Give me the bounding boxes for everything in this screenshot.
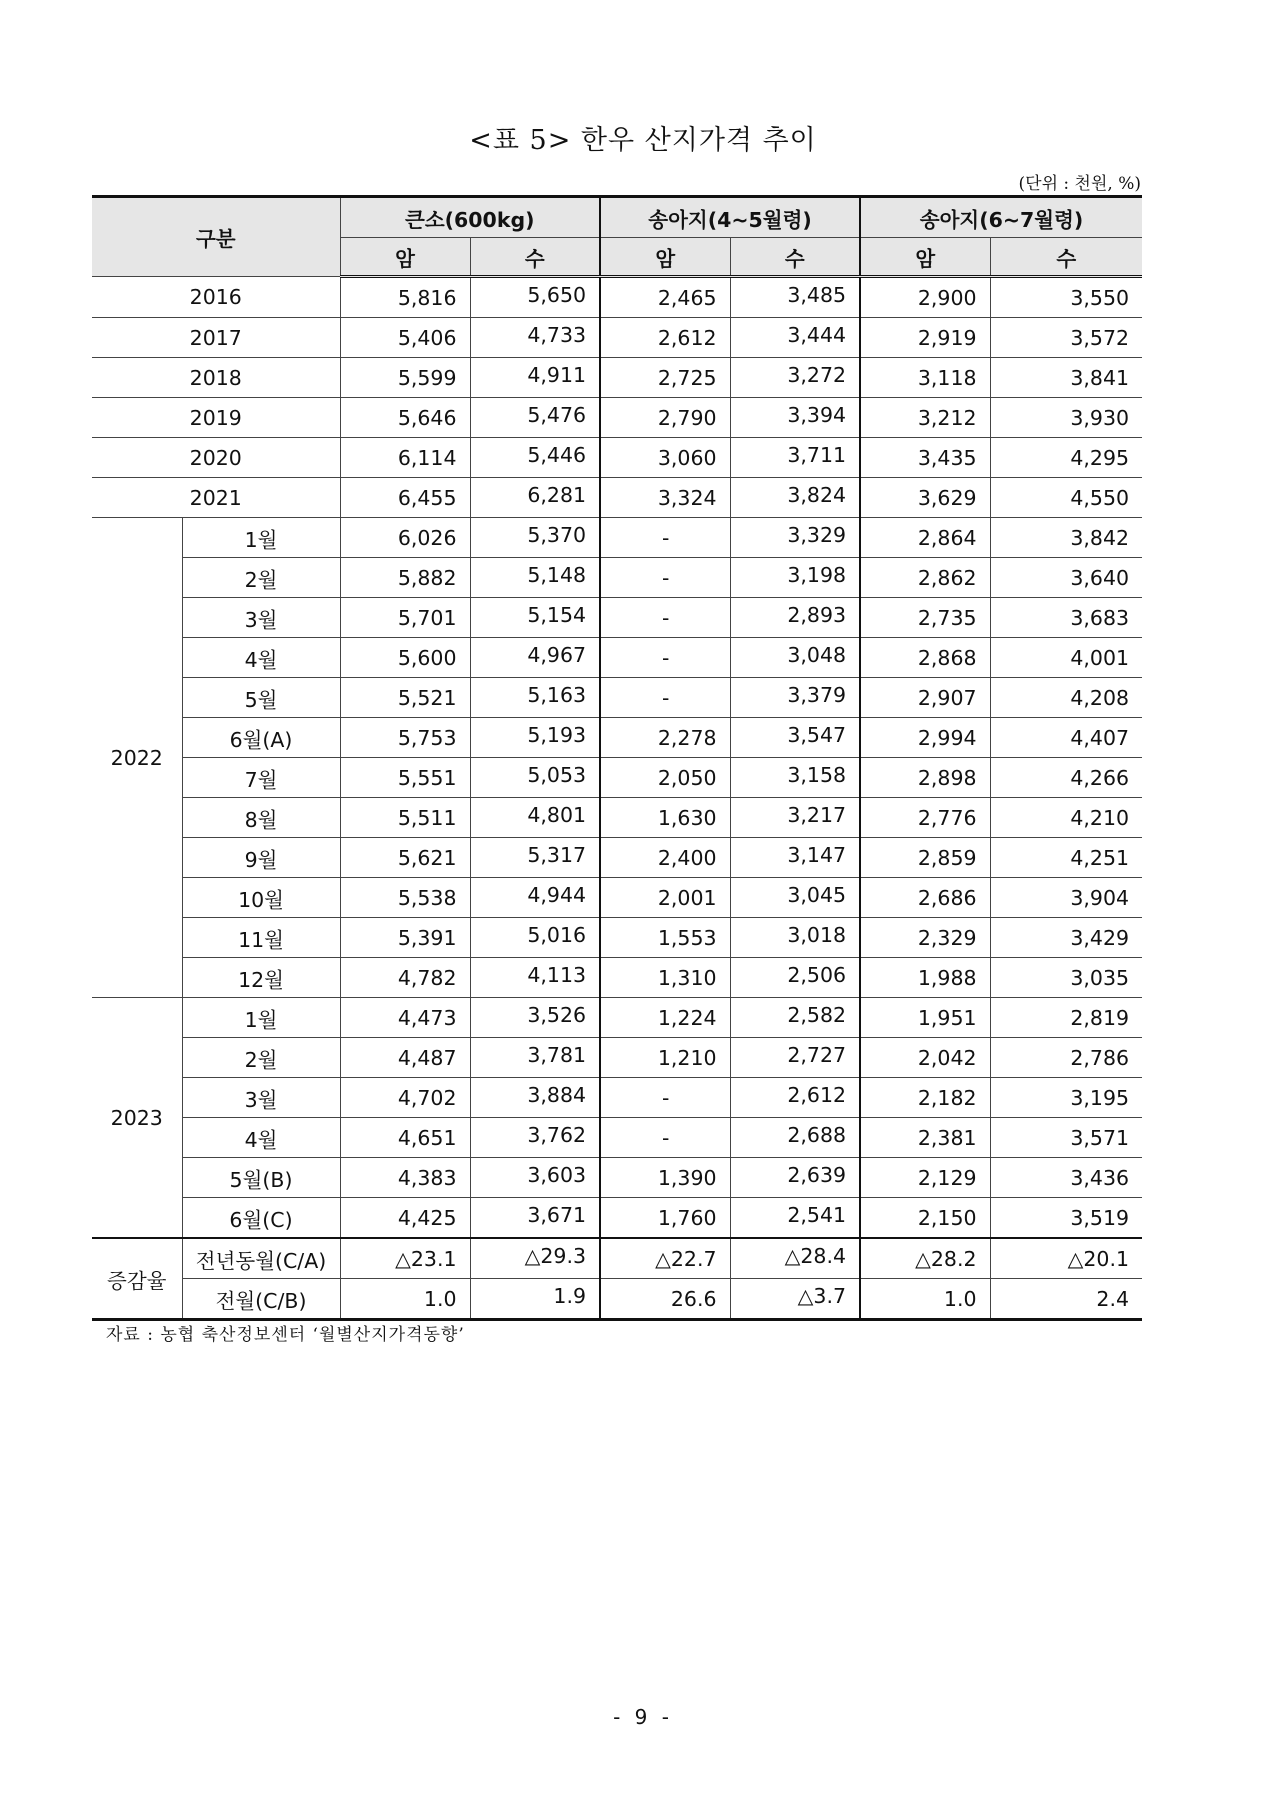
table-cell: 5,600: [340, 638, 470, 678]
table-cell: 5,511: [340, 798, 470, 838]
table-cell: 2,381: [860, 1118, 990, 1158]
table-row: [92, 1279, 1142, 1320]
row-label-month: 6월(C): [182, 1198, 340, 1239]
header-male: 수: [990, 238, 1142, 277]
table-cell: 4,487: [340, 1038, 470, 1078]
table-cell: 1,760: [600, 1198, 730, 1239]
table-cell: 3,842: [990, 518, 1142, 558]
table-cell: 3,429: [990, 918, 1142, 958]
table-cell: 3,781: [470, 1035, 600, 1075]
table-cell: 2,001: [600, 878, 730, 918]
table-cell: 2,129: [860, 1158, 990, 1198]
table-cell: 4,266: [990, 758, 1142, 798]
table-cell: 1.0: [340, 1279, 470, 1320]
row-label-year: 2016: [92, 277, 340, 318]
table-row: [92, 1198, 1142, 1239]
table-cell: 5,370: [470, 515, 600, 555]
table-cell: -: [600, 678, 730, 718]
row-label-change: 전월(C/B): [182, 1279, 340, 1320]
row-label-month: 10월: [182, 878, 340, 918]
table-cell: 1,988: [860, 958, 990, 998]
table-cell: 2,150: [860, 1198, 990, 1239]
table-cell: 5,148: [470, 555, 600, 595]
header-female: 암: [340, 238, 470, 277]
table-cell: 1,553: [600, 918, 730, 958]
table-cell: 5,701: [340, 598, 470, 638]
row-label-month: 3월: [182, 598, 340, 638]
table-cell: 2,893: [730, 595, 860, 635]
table-row: [92, 838, 1142, 878]
table-cell: 4,911: [470, 355, 600, 395]
table-cell: 4,944: [470, 875, 600, 915]
table-cell: 1.0: [860, 1279, 990, 1320]
table-cell: 2,686: [860, 878, 990, 918]
row-label-month: 12월: [182, 958, 340, 998]
table-cell: 2,506: [730, 955, 860, 995]
table-cell: 4,782: [340, 958, 470, 998]
table-cell: 3,671: [470, 1195, 600, 1236]
table-cell: △20.1: [990, 1238, 1142, 1279]
table-cell: 3,435: [860, 438, 990, 478]
table-row: [92, 518, 1142, 558]
table-cell: 3,272: [730, 355, 860, 395]
table-cell: 2,868: [860, 638, 990, 678]
table-cell: 5,391: [340, 918, 470, 958]
table-row: [92, 638, 1142, 678]
table-cell: 3,824: [730, 475, 860, 515]
row-label-year: 2019: [92, 398, 340, 438]
table-cell: 4,425: [340, 1198, 470, 1239]
row-label-month: 11월: [182, 918, 340, 958]
table-cell: 3,930: [990, 398, 1142, 438]
table-cell: 1,310: [600, 958, 730, 998]
header-female: 암: [600, 238, 730, 277]
table-cell: 5,599: [340, 358, 470, 398]
table-cell: 2,727: [730, 1035, 860, 1075]
table-cell: 5,163: [470, 675, 600, 715]
table-cell: 3,035: [990, 958, 1142, 998]
table-cell: 2,907: [860, 678, 990, 718]
table-cell: 3,212: [860, 398, 990, 438]
table-cell: 3,550: [990, 277, 1142, 318]
table-cell: 4,208: [990, 678, 1142, 718]
table-cell: 26.6: [600, 1279, 730, 1320]
table-cell: 3,379: [730, 675, 860, 715]
table-cell: 5,521: [340, 678, 470, 718]
table-cell: 2,735: [860, 598, 990, 638]
table-row: [92, 1038, 1142, 1078]
table-cell: △29.3: [470, 1235, 600, 1276]
table-cell: 4,251: [990, 838, 1142, 878]
table-cell: 2,688: [730, 1115, 860, 1155]
table-cell: 3,195: [990, 1078, 1142, 1118]
row-label-month: 4월: [182, 1118, 340, 1158]
table-cell: 4,801: [470, 795, 600, 835]
table-cell: 3,572: [990, 318, 1142, 358]
table-cell: 2,400: [600, 838, 730, 878]
table-cell: 4,702: [340, 1078, 470, 1118]
row-label-month: 2월: [182, 1038, 340, 1078]
table-cell: 6,114: [340, 438, 470, 478]
table-cell: 3,547: [730, 715, 860, 755]
table-cell: 3,904: [990, 878, 1142, 918]
table-cell: -: [600, 558, 730, 598]
table-cell: 4,651: [340, 1118, 470, 1158]
table-cell: 4,210: [990, 798, 1142, 838]
table-cell: 2,819: [990, 998, 1142, 1038]
table-cell: 5,317: [470, 835, 600, 875]
table-cell: 1,210: [600, 1038, 730, 1078]
table-cell: △3.7: [730, 1276, 860, 1317]
table-cell: -: [600, 1078, 730, 1118]
table-cell: 3,485: [730, 274, 860, 315]
table-cell: 4,473: [340, 998, 470, 1038]
table-cell: 1.9: [470, 1276, 600, 1317]
table-cell: 3,436: [990, 1158, 1142, 1198]
table-cell: 2,786: [990, 1038, 1142, 1078]
row-group-change-rate: 증감율: [92, 1238, 182, 1320]
table-cell: -: [600, 1118, 730, 1158]
table-title: <표 5> 한우 산지가격 추이: [469, 125, 817, 156]
row-label-month: 1월: [182, 518, 340, 558]
row-label-month: 8월: [182, 798, 340, 838]
table-cell: -: [600, 638, 730, 678]
table-cell: 2,859: [860, 838, 990, 878]
table-cell: 5,446: [470, 435, 600, 475]
header-category: 구분: [92, 197, 340, 277]
table-cell: 3,048: [730, 635, 860, 675]
table-cell: 2,862: [860, 558, 990, 598]
table-cell: 1,951: [860, 998, 990, 1038]
table-cell: 5,538: [340, 878, 470, 918]
table-row: [92, 758, 1142, 798]
table-cell: 3,526: [470, 995, 600, 1035]
table-cell: 2,612: [730, 1075, 860, 1115]
table-cell: 3,158: [730, 755, 860, 795]
row-label-month: 5월: [182, 678, 340, 718]
table-cell: △22.7: [600, 1238, 730, 1279]
table-row: [92, 358, 1142, 398]
table-cell: 1,630: [600, 798, 730, 838]
table-cell: 3,118: [860, 358, 990, 398]
table-cell: 4,550: [990, 478, 1142, 518]
table-row: [92, 718, 1142, 758]
price-table: [92, 195, 1142, 1321]
table-cell: 3,571: [990, 1118, 1142, 1158]
table-cell: 3,147: [730, 835, 860, 875]
row-label-year: 2017: [92, 318, 340, 358]
table-row: [92, 678, 1142, 718]
table-cell: 5,053: [470, 755, 600, 795]
table-cell: 2,329: [860, 918, 990, 958]
header-male: 수: [730, 238, 860, 277]
table-cell: 3,329: [730, 515, 860, 555]
row-label-month: 1월: [182, 998, 340, 1038]
table-cell: 5,621: [340, 838, 470, 878]
table-cell: 2,725: [600, 358, 730, 398]
table-cell: 3,444: [730, 315, 860, 355]
table-cell: 3,045: [730, 875, 860, 915]
table-cell: 3,603: [470, 1155, 600, 1195]
table-cell: 5,650: [470, 274, 600, 315]
table-cell: 3,841: [990, 358, 1142, 398]
header-group-calf-6-7: 송아지(6~7월령): [860, 197, 1142, 238]
table-cell: 5,016: [470, 915, 600, 955]
table-cell: 2,919: [860, 318, 990, 358]
row-label-month: 7월: [182, 758, 340, 798]
table-cell: 2,541: [730, 1195, 860, 1236]
page-number: - 9 -: [613, 1705, 673, 1729]
table-cell: 5,154: [470, 595, 600, 635]
table-cell: 3,324: [600, 478, 730, 518]
table-cell: 3,711: [730, 435, 860, 475]
table-cell: 3,018: [730, 915, 860, 955]
table-cell: 2,182: [860, 1078, 990, 1118]
table-row: [92, 398, 1142, 438]
header-female: 암: [860, 238, 990, 277]
unit-note: (단위 : 천원, %): [1018, 174, 1141, 194]
table-cell: 5,551: [340, 758, 470, 798]
table-cell: 4,383: [340, 1158, 470, 1198]
table-cell: -: [600, 518, 730, 558]
row-group-year: 2022: [92, 518, 182, 998]
table-cell: 3,060: [600, 438, 730, 478]
table-cell: 4,001: [990, 638, 1142, 678]
table-cell: 2,898: [860, 758, 990, 798]
table-row: [92, 1158, 1142, 1198]
row-label-year: 2020: [92, 438, 340, 478]
table-cell: 3,217: [730, 795, 860, 835]
table-cell: 4,733: [470, 315, 600, 355]
table-cell: 2,776: [860, 798, 990, 838]
table-cell: 2,790: [600, 398, 730, 438]
table-cell: 1,390: [600, 1158, 730, 1198]
table-cell: 4,967: [470, 635, 600, 675]
table-cell: 4,113: [470, 955, 600, 995]
table-row: [92, 438, 1142, 478]
table-row: [92, 598, 1142, 638]
table-cell: 2,612: [600, 318, 730, 358]
table-cell: 2,582: [730, 995, 860, 1035]
row-label-year: 2018: [92, 358, 340, 398]
table-cell: 2,864: [860, 518, 990, 558]
table-row: [92, 277, 1142, 318]
source-note: 자료 : 농협 축산정보센터 ‘월별산지가격동향’: [106, 1325, 465, 1345]
table-cell: 2,994: [860, 718, 990, 758]
table-row: [92, 798, 1142, 838]
table-cell: △28.2: [860, 1238, 990, 1279]
row-label-month: 4월: [182, 638, 340, 678]
table-cell: 3,640: [990, 558, 1142, 598]
table-cell: 2,042: [860, 1038, 990, 1078]
table-cell: 2.4: [990, 1279, 1142, 1320]
table-cell: 6,281: [470, 475, 600, 515]
table-row: [92, 1078, 1142, 1118]
table-cell: 5,882: [340, 558, 470, 598]
table-row: [92, 998, 1142, 1038]
table-cell: 5,646: [340, 398, 470, 438]
table-cell: 5,406: [340, 318, 470, 358]
table-cell: 3,394: [730, 395, 860, 435]
table-cell: -: [600, 598, 730, 638]
table-cell: 3,762: [470, 1115, 600, 1155]
table-cell: 3,198: [730, 555, 860, 595]
table-cell: 4,295: [990, 438, 1142, 478]
table-row: [92, 478, 1142, 518]
table-cell: 2,639: [730, 1155, 860, 1195]
table-cell: 2,050: [600, 758, 730, 798]
row-label-month: 2월: [182, 558, 340, 598]
table-cell: 3,683: [990, 598, 1142, 638]
table-cell: 4,407: [990, 718, 1142, 758]
header-male: 수: [470, 238, 600, 277]
row-label-change: 전년동월(C/A): [182, 1238, 340, 1279]
table-row: [92, 558, 1142, 598]
header-group-calf-4-5: 송아지(4~5월령): [600, 197, 860, 238]
table-cell: 5,476: [470, 395, 600, 435]
header-group-big-cattle: 큰소(600kg): [340, 197, 600, 238]
row-label-month: 6월(A): [182, 718, 340, 758]
table-cell: 3,884: [470, 1075, 600, 1115]
table-cell: 3,629: [860, 478, 990, 518]
table-cell: △28.4: [730, 1235, 860, 1276]
table-row: [92, 318, 1142, 358]
table-row: [92, 958, 1142, 998]
table-cell: 5,753: [340, 718, 470, 758]
table-row: [92, 1238, 1142, 1279]
table-cell: 5,193: [470, 715, 600, 755]
table-cell: 6,026: [340, 518, 470, 558]
row-label-month: 3월: [182, 1078, 340, 1118]
table-row: [92, 1118, 1142, 1158]
table-row: [92, 878, 1142, 918]
row-label-month: 9월: [182, 838, 340, 878]
table-cell: 1,224: [600, 998, 730, 1038]
table-cell: 6,455: [340, 478, 470, 518]
table-row: [92, 918, 1142, 958]
table-cell: 2,278: [600, 718, 730, 758]
row-label-year: 2021: [92, 478, 340, 518]
table-cell: 3,519: [990, 1198, 1142, 1239]
row-group-year: 2023: [92, 998, 182, 1239]
table-cell: △23.1: [340, 1238, 470, 1279]
table-cell: 5,816: [340, 277, 470, 318]
table-cell: 2,900: [860, 277, 990, 318]
table-cell: 2,465: [600, 277, 730, 318]
row-label-month: 5월(B): [182, 1158, 340, 1198]
